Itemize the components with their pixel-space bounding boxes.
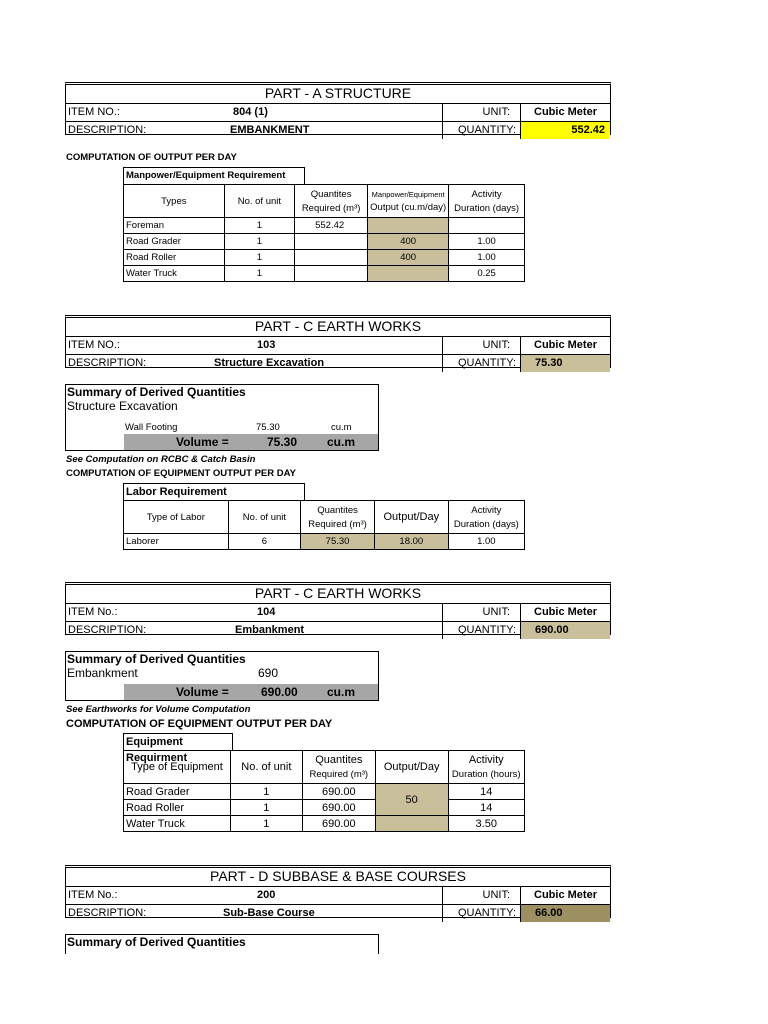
line-label: Wall Footing	[125, 422, 178, 433]
equipment-output-note: COMPUTATION OF EQUIPMENT OUTPUT PER DAY	[66, 718, 333, 730]
cell-units: 1	[224, 266, 294, 282]
summary-subtitle-row	[66, 666, 378, 680]
header-quantities: Quantites Required (m³)	[302, 751, 375, 784]
table-row	[124, 800, 525, 816]
header-units: No. of unit	[228, 501, 300, 534]
header-output: Manpower/Equipment Output (cu.m/day)	[368, 185, 449, 218]
summary-title: Summary of Derived Quantities	[67, 385, 246, 399]
header-activity: Activity Duration (days)	[448, 501, 524, 534]
cell-units: 1	[230, 784, 302, 800]
description-row	[66, 622, 610, 639]
item-value: 804 (1)	[231, 104, 443, 121]
description-row	[66, 355, 610, 372]
cell-duration: 3.50	[448, 816, 525, 832]
manpower-table	[123, 184, 525, 282]
header-activity: Activity Duration (hours)	[448, 751, 525, 784]
cell-qty: 690.00	[302, 784, 375, 800]
equipment-table	[123, 750, 525, 832]
table-caption: Manpower/Equipment Requirement	[123, 167, 305, 184]
unit-value: Cubic Meter	[534, 339, 597, 351]
cell-qty: 552.42	[295, 218, 368, 234]
table-row	[124, 250, 525, 266]
cell-units: 1	[224, 250, 294, 266]
quantity-value: 66.00	[521, 905, 610, 922]
cell-duration: 14	[448, 800, 525, 816]
unit-label: UNIT:	[443, 887, 521, 904]
header-type: Type of Equipment	[124, 751, 231, 784]
volume-row	[124, 434, 378, 450]
cell-qty	[295, 266, 368, 282]
cell-output: 400	[368, 250, 449, 266]
cell-output: 400	[368, 234, 449, 250]
item-row	[66, 337, 610, 355]
summary-subtitle: Structure Excavation	[67, 399, 178, 413]
volume-label: Volume =	[176, 435, 229, 449]
part-a-header	[65, 82, 611, 135]
unit-label: UNIT:	[443, 337, 521, 354]
description-label: DESCRIPTION:	[68, 907, 147, 919]
quantity-label: QUANTITY:	[443, 355, 521, 372]
cell-output: 18.00	[375, 534, 449, 550]
table-row	[124, 218, 525, 234]
quantity-value: 75.30	[521, 355, 610, 372]
quantity-label: QUANTITY:	[443, 905, 521, 922]
output-note: COMPUTATION OF OUTPUT PER DAY	[66, 152, 237, 163]
item-label: ITEM NO.:	[68, 339, 120, 351]
item-label: ITEM No.:	[68, 606, 118, 618]
cell-units: 1	[230, 800, 302, 816]
quantity-value: 552.42	[521, 122, 610, 139]
header-units: No. of unit	[224, 185, 294, 218]
item-label: ITEM NO.:	[68, 106, 120, 118]
cell-type: Road Grader	[124, 234, 225, 250]
header-type: Type of Labor	[124, 501, 229, 534]
unit-value: Cubic Meter	[534, 106, 597, 118]
cell-units: 1	[230, 816, 302, 832]
cell-units: 1	[224, 218, 294, 234]
cell-duration: 14	[448, 784, 525, 800]
summary-title: Summary of Derived Quantities	[67, 652, 246, 666]
part-title: PART - A STRUCTURE	[66, 85, 610, 104]
earthworks-note: See Earthworks for Volume Computation	[66, 704, 251, 715]
unit-label: UNIT:	[443, 104, 521, 121]
table-row	[124, 266, 525, 282]
summary-subtitle-value: 690	[258, 666, 279, 680]
part-c1-header	[65, 315, 611, 368]
description-row	[66, 905, 610, 922]
description-row	[66, 122, 610, 139]
cell-units: 6	[228, 534, 300, 550]
item-value: 103	[231, 337, 443, 354]
cell-output	[368, 218, 449, 234]
unit-value: Cubic Meter	[534, 889, 597, 901]
quantity-label: QUANTITY:	[443, 622, 521, 639]
volume-row	[124, 684, 378, 700]
header-types: Types	[124, 185, 225, 218]
header-output: Output/Day	[375, 751, 448, 784]
item-value: 200	[231, 887, 443, 904]
cell-type: Road Roller	[124, 250, 225, 266]
header-units: No. of unit	[230, 751, 302, 784]
summary-box	[65, 384, 379, 451]
line-value: 75.30	[256, 422, 280, 433]
line-unit: cu.m	[331, 422, 352, 433]
quantity-label: QUANTITY:	[443, 122, 521, 139]
cell-units: 1	[224, 234, 294, 250]
cell-duration	[449, 218, 525, 234]
unit-value: Cubic Meter	[534, 606, 597, 618]
quantity-value: 690.00	[521, 622, 610, 639]
cell-duration: 1.00	[448, 534, 524, 550]
volume-unit: cu.m	[327, 685, 356, 699]
cell-type: Road Grader	[124, 784, 231, 800]
cell-qty: 75.30	[301, 534, 375, 550]
description-value: EMBANKMENT	[228, 122, 443, 139]
rcbc-note: See Computation on RCBC & Catch Basin	[66, 454, 256, 465]
cell-type: Road Roller	[124, 800, 231, 816]
part-title: PART - D SUBBASE & BASE COURSES	[66, 868, 610, 887]
table-row	[124, 234, 525, 250]
item-row	[66, 104, 610, 122]
header-quantities: Quantites Required (m³)	[295, 185, 368, 218]
description-label: DESCRIPTION:	[68, 357, 147, 369]
cell-output	[368, 266, 449, 282]
description-value: Structure Excavation	[212, 355, 443, 372]
cell-qty	[295, 250, 368, 266]
description-label: DESCRIPTION:	[68, 124, 147, 136]
description-value: Embankment	[233, 622, 443, 639]
table-caption: Labor Requirement	[123, 483, 305, 500]
cell-duration: 1.00	[449, 250, 525, 266]
volume-value: 690.00	[261, 685, 298, 699]
cell-qty: 690.00	[302, 816, 375, 832]
cell-output: 50	[375, 784, 448, 816]
unit-label: UNIT:	[443, 604, 521, 621]
summary-subtitle: Embankment	[67, 666, 138, 680]
summary-box	[65, 651, 379, 701]
description-value: Sub-Base Course	[221, 905, 443, 922]
item-value: 104	[231, 604, 443, 621]
summary-box	[65, 934, 379, 954]
cell-type: Laborer	[124, 534, 229, 550]
header-output: Output/Day	[375, 501, 449, 534]
cell-duration: 1.00	[449, 234, 525, 250]
cell-type: Water Truck	[124, 266, 225, 282]
cell-type: Foreman	[124, 218, 225, 234]
cell-type: Water Truck	[124, 816, 231, 832]
labor-table	[123, 500, 525, 550]
part-d-header	[65, 865, 611, 918]
table-row	[124, 784, 525, 800]
summary-title: Summary of Derived Quantities	[67, 935, 246, 949]
table-caption: Equipment Requirment	[123, 733, 233, 750]
volume-label: Volume =	[176, 685, 229, 699]
volume-value: 75.30	[267, 435, 298, 449]
cell-output	[375, 816, 448, 832]
cell-qty	[295, 234, 368, 250]
item-row	[66, 887, 610, 905]
header-quantities: Quantites Required (m³)	[301, 501, 375, 534]
part-c2-header	[65, 582, 611, 635]
volume-unit: cu.m	[327, 435, 356, 449]
item-row	[66, 604, 610, 622]
equipment-output-note: COMPUTATION OF EQUIPMENT OUTPUT PER DAY	[66, 468, 296, 479]
table-row	[124, 816, 525, 832]
table-row	[124, 534, 525, 550]
part-title: PART - C EARTH WORKS	[66, 585, 610, 604]
part-title: PART - C EARTH WORKS	[66, 318, 610, 337]
header-activity: Activity Duration (days)	[449, 185, 525, 218]
description-label: DESCRIPTION:	[68, 624, 147, 636]
cell-qty: 690.00	[302, 800, 375, 816]
item-label: ITEM No.:	[68, 889, 118, 901]
cell-duration: 0.25	[449, 266, 525, 282]
